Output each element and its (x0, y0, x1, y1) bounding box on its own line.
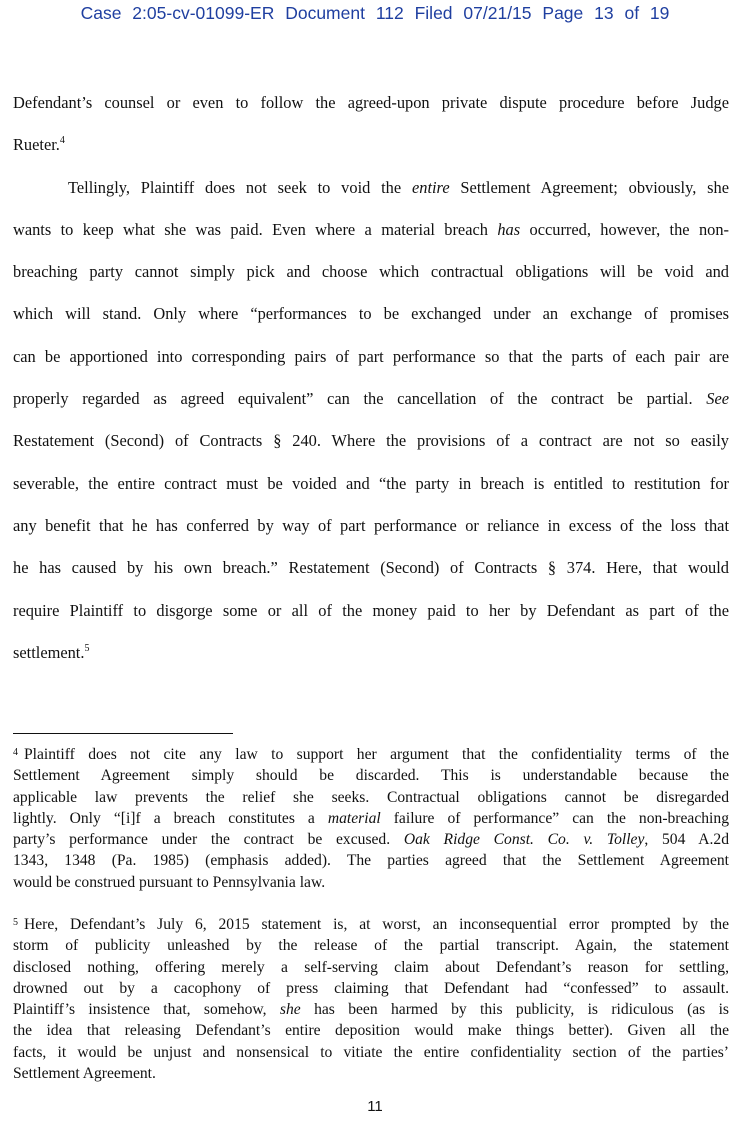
page-count: Page 13 of 19 (542, 3, 670, 23)
text-span: settlement. (13, 642, 85, 662)
text-line (13, 378, 729, 420)
text-line: disclosed nothing, offering merely a self-serving claim about Defendant’s reason for settling, (13, 958, 729, 976)
text-line (13, 808, 729, 829)
text-line: would be construed pursuant to Pennsylvania law. (13, 873, 326, 891)
footnote-4 (13, 744, 729, 893)
text-span: properly regarded as agreed equivalent” can the cancellation of the contract be partial. (13, 389, 707, 409)
text-line: the idea that releasing Defendant’s entire deposition would make things better). Given all the (13, 1022, 729, 1040)
text-line: Defendant’s counsel or even to follow the agreed-upon private dispute procedure before Judge (13, 93, 729, 112)
paragraph-2 (13, 167, 729, 675)
text-line (13, 209, 729, 251)
text-span: party’s performance under the contract be excused. (13, 831, 404, 849)
text-line: require Plaintiff to disgorge some or all of the money paid to her by Defendant as part of the (13, 600, 729, 620)
emphasis: entire (411, 177, 450, 197)
footnote-ref-5[interactable]: 5 (84, 642, 90, 654)
text-line: can be apportioned into corresponding pairs of part performance so that the parts of each pair are (13, 346, 729, 366)
text-line (13, 124, 729, 166)
text-span: failure of performance” can the non-breaching (380, 809, 729, 827)
emphasis: she (279, 1001, 301, 1019)
text-line: facts, it would be unjust and nonsensical to vitiate the entire confidentiality section of the parties’ (13, 1043, 729, 1061)
page-number: 11 (367, 1098, 383, 1115)
emphasis: material (327, 809, 381, 827)
text-span: Plaintiff does not cite any law to support her argument that the confidentiality terms of the (24, 746, 729, 763)
case-number: Case 2:05-cv-01099-ER (80, 3, 275, 23)
text-span: lightly. Only “[i]f a breach constitutes a (13, 809, 328, 827)
text-line: Restatement (Second) of Contracts § 240. Where the provisions of a contract are not so easily (13, 431, 729, 451)
text-line (13, 167, 729, 209)
body-text (13, 82, 729, 674)
text-span: occurred, however, the non- (520, 219, 729, 239)
text-span: Here, Defendant’s July 6, 2015 statement is, at worst, an inconsequential error prompted by the (24, 916, 729, 933)
text-line: he has caused by his own breach.” Restatement (Second) of Contracts § 374. Here, that would (13, 558, 729, 578)
text-line: applicable law prevents the relief she seeks. Contractual obligations cannot be disregarded (13, 788, 729, 806)
filed-date: Filed 07/21/15 (414, 3, 532, 23)
text-span: has been harmed by this publicity, is ridiculous (as is (300, 1001, 730, 1019)
text-line: which will stand. Only where “performances to be exchanged under an exchange of promises (13, 304, 729, 324)
text-line: Settlement Agreement. (13, 1065, 156, 1083)
text-span: Tellingly, Plaintiff does not seek to void the (68, 177, 412, 197)
footnote-5 (13, 914, 729, 1084)
text-line: storm of publicity unleashed by the release of the partial transcript. Again, the statement (13, 937, 729, 955)
text-line (13, 914, 729, 935)
paragraph-1 (13, 82, 729, 167)
footnote-divider (13, 733, 233, 734)
text-span: , 504 A.2d (644, 831, 729, 849)
text-line (13, 829, 729, 850)
footnote-number: 5 (13, 917, 18, 928)
text-line: Settlement Agreement simply should be discarded. This is understandable because the (13, 767, 729, 785)
text-line (13, 632, 729, 674)
text-span: wants to keep what she was paid. Even where a material breach (13, 219, 498, 239)
text-line (13, 999, 729, 1020)
emphasis: has (497, 219, 521, 239)
text-line: any benefit that he has conferred by way of part performance or reliance in excess of the loss that (13, 515, 729, 535)
case-citation: Oak Ridge Const. Co. v. Tolley (403, 831, 645, 849)
document-number: Document 112 (285, 3, 404, 23)
text-line: drowned out by a cacophony of press claiming that Defendant had “confessed” to assault. (13, 979, 729, 997)
footnote-number: 4 (13, 747, 18, 758)
text-span: Settlement Agreement; obviously, she (449, 177, 729, 197)
text-line: breaching party cannot simply pick and choose which contractual obligations will be void and (13, 262, 729, 282)
text-line (13, 744, 729, 765)
text-line: 1343, 1348 (Pa. 1985) (emphasis added). The parties agreed that the Settlement Agreement (13, 852, 729, 870)
case-header (0, 3, 750, 24)
text-line: severable, the entire contract must be voided and “the party in breach is entitled to restitution for (13, 473, 729, 493)
text-span: Plaintiff’s insistence that, somehow, (13, 1001, 280, 1019)
footnote-ref-4[interactable]: 4 (59, 135, 65, 147)
text-span: Rueter. (13, 135, 60, 155)
emphasis: See (706, 389, 729, 409)
